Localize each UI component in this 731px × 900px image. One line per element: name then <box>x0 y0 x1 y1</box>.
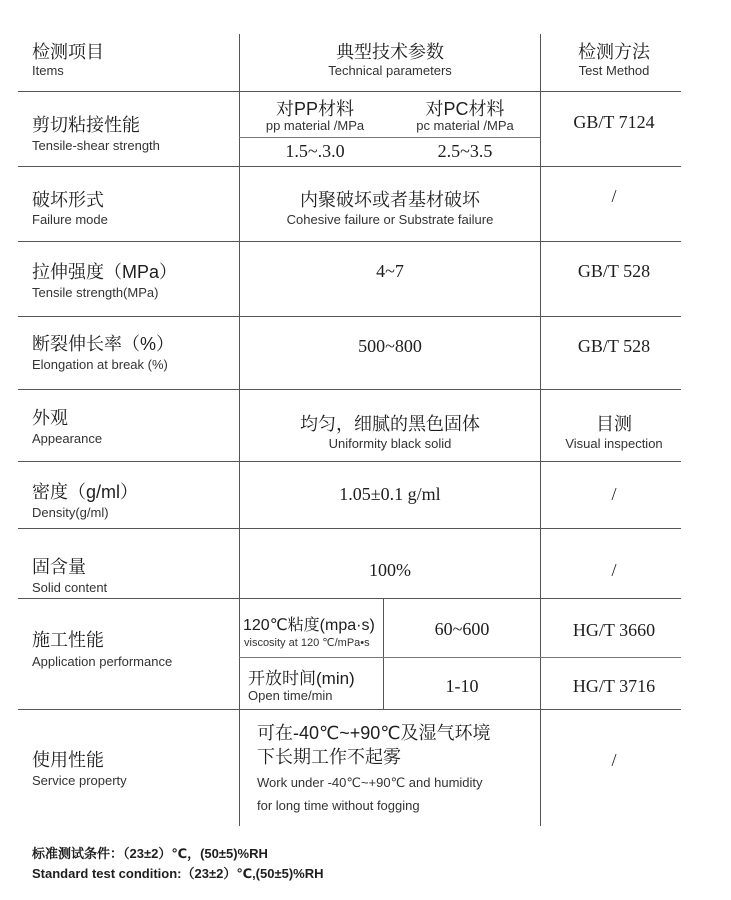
appearance-name-cn: 外观 <box>32 408 68 428</box>
footer-condition-en: Standard test condition:（23±2）℃,(50±5)%RH <box>32 866 324 881</box>
density-name-cn: 密度（g/ml） <box>32 482 139 502</box>
header-param-en: Technical parameters <box>328 63 452 78</box>
service-name-en: Service property <box>32 773 127 788</box>
row-divider <box>18 91 681 92</box>
shear-subdivider <box>239 137 540 138</box>
row-divider <box>18 166 681 167</box>
shear-name-cn: 剪切粘接性能 <box>32 115 140 135</box>
header-item-cn: 检测项目 <box>32 42 104 62</box>
density-value: 1.05±0.1 g/ml <box>339 484 441 504</box>
tensile-name-cn: 拉伸强度（MPa） <box>32 262 178 282</box>
shear-pp-en: pp material /MPa <box>265 118 365 133</box>
tensile-method: GB/T 528 <box>577 261 651 281</box>
solid-name-en: Solid content <box>32 580 108 595</box>
elongation-method: GB/T 528 <box>577 336 651 356</box>
failure-value-en: Cohesive failure or Substrate failure <box>286 212 494 227</box>
service-value-en-line1: Work under -40℃~+90℃ and humidity <box>257 775 483 790</box>
service-value-en-line2: for long time without fogging <box>257 798 420 813</box>
appearance-value-en: Uniformity black solid <box>328 436 452 451</box>
application-name-en: Application performance <box>32 654 173 669</box>
tensile-value: 4~7 <box>376 261 404 281</box>
density-method: / <box>611 484 617 504</box>
header-method-en: Test Method <box>578 63 650 78</box>
row-divider <box>18 598 681 599</box>
viscosity-label-cn: 120℃粘度(mpa·s) <box>243 617 375 634</box>
row-divider <box>18 528 681 529</box>
row-divider <box>18 241 681 242</box>
open-time-method: HG/T 3716 <box>572 676 656 696</box>
viscosity-value: 60~600 <box>434 619 490 639</box>
solid-value: 100% <box>369 560 411 580</box>
header-item-en: Items <box>32 63 64 78</box>
solid-name-cn: 固含量 <box>32 557 86 577</box>
row-divider <box>18 389 681 390</box>
appearance-method-cn: 目测 <box>596 414 632 434</box>
elongation-name-cn: 断裂伸长率（%） <box>32 334 175 354</box>
service-method: / <box>611 750 617 770</box>
failure-value-cn: 内聚破坏或者基材破坏 <box>300 190 480 210</box>
open-time-label-cn: 开放时间(min) <box>248 669 355 688</box>
appearance-value-cn: 均匀，细腻的黑色固体 <box>300 414 480 434</box>
failure-method: / <box>611 186 617 206</box>
density-name-en: Density(g/ml) <box>32 505 109 520</box>
header-method-cn: 检测方法 <box>578 42 650 62</box>
header-param-cn: 典型技术参数 <box>336 42 444 62</box>
service-value-cn-line1: 可在-40℃~+90℃及湿气环境 <box>257 723 491 743</box>
shear-method: GB/T 7124 <box>573 112 655 132</box>
shear-name-en: Tensile-shear strength <box>32 138 160 153</box>
appearance-method-en: Visual inspection <box>565 436 663 451</box>
shear-pp-cn: 对PP材料 <box>275 99 354 119</box>
row-divider <box>18 461 681 462</box>
shear-pc-en: pc material /MPa <box>416 118 514 133</box>
viscosity-label-en: viscosity at 120 ℃/mPa•s <box>244 637 370 649</box>
open-time-value: 1-10 <box>445 676 479 696</box>
solid-method: / <box>611 560 617 580</box>
failure-name-en: Failure mode <box>32 212 108 227</box>
viscosity-method: HG/T 3660 <box>572 620 656 640</box>
application-name-cn: 施工性能 <box>32 630 104 650</box>
elongation-name-en: Elongation at break (%) <box>32 357 168 372</box>
appearance-name-en: Appearance <box>32 431 103 446</box>
open-time-label-en: Open time/min <box>248 688 333 703</box>
shear-pp-value: 1.5~.3.0 <box>285 141 345 161</box>
shear-pc-cn: 对PC材料 <box>425 99 505 119</box>
service-value-cn-line2: 下长期工作不起雾 <box>257 747 401 767</box>
footer-condition-cn: 标准测试条件：（23±2）℃，(50±5)%RH <box>32 846 268 861</box>
application-row-subdivider <box>239 657 681 658</box>
shear-pc-value: 2.5~3.5 <box>437 141 493 161</box>
service-name-cn: 使用性能 <box>32 750 104 770</box>
row-divider <box>18 316 681 317</box>
row-divider <box>18 709 681 710</box>
elongation-value: 500~800 <box>358 336 422 356</box>
failure-name-cn: 破坏形式 <box>32 190 104 210</box>
tensile-name-en: Tensile strength(MPa) <box>32 285 159 300</box>
